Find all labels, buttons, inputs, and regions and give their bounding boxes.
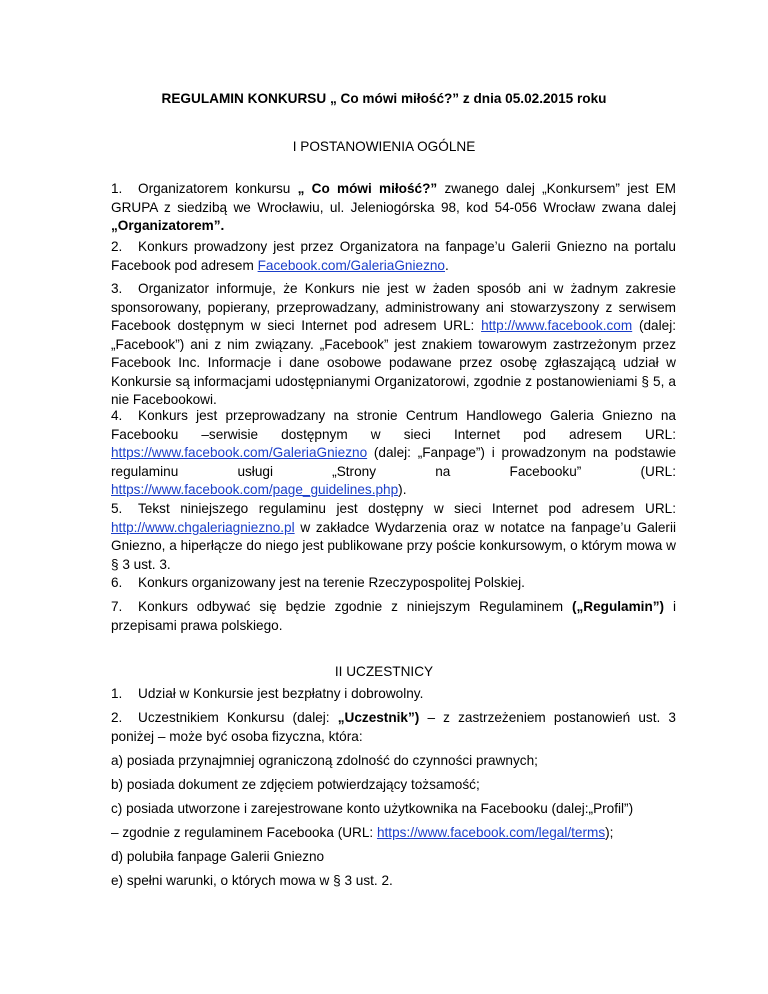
participants-paragraph-1: 1. Udział w Konkursie jest bezpłatny i dobrowolny. [111,685,676,704]
paragraph-number: 1. [111,686,123,701]
paragraph-4: 4. Konkurs jest przeprowadzany na stronie Centrum Handlowego Galeria Gniezno na Facebooku –serwisie dostępnym w sieci Internet pod adresem URL: https://www.facebook.com/GaleriaGniezno (dalej: „Fanpage”) i prowadzonym na podstawie regulaminu usługi „Strony na Facebooku” (URL: https://www.facebook.com/page_guidelines.php). [111,408,676,497]
list-item-b: b) posiada dokument ze zdjęciem potwierdzający tożsamość; [111,777,480,792]
facebook-galeria-link[interactable]: Facebook.com/GaleriaGniezno [257,257,445,273]
paragraph-number: 5. [111,501,123,516]
list-item-e: e) spełni warunki, o których mowa w § 3 ust. 2. [111,873,393,888]
paragraph-1: 1. Organizatorem konkursu „ Co mówi miłość?” zwanego dalej „Konkursem” jest EM GRUPA z siedzibą we Wrocławiu, ul. Jeleniogórska 98, kod 54-056 Wrocław zwana dalej „Organizatorem”. [111,181,676,233]
participants-paragraph-2: 2. Uczestnikiem Konkursu (dalej: „Uczestnik”) – z zastrzeżeniem postanowień ust. 3 poniżej – może być osoba fizyczna, która: [111,710,676,744]
paragraph-5: 5. Tekst niniejszego regulaminu jest dostępny w sieci Internet pod adresem URL: http://www.chgaleriagniezno.pl w zakładce Wydarzenia oraz w notatce na fanpage’u Galerii Gniezno, a hiperłącze do niego jest publikowane przy poście konkursowym, o którym mowa w § 3 ust. 3. [111,501,676,572]
list-item-a: a) posiada przynajmniej ograniczoną zdolność do czynności prawnych; [111,753,538,768]
section-heading-general: I POSTANOWIENIA OGÓLNE [292,139,476,154]
list-item-d: d) polubiła fanpage Galerii Gniezno [111,849,325,864]
paragraph-number: 3. [111,281,123,296]
paragraph-3: 3. Organizator informuje, że Konkurs nie jest w żaden sposób ani w żadnym zakresie sponsorowany, popierany, przeprowadzany, administrowany ani stowarzyszony z serwisem Facebook dostępnym w sieci Internet pod adresem URL: http://www.facebook.com (dalej: „Facebook”) ani z nim związany. „Facebook” jest znakiem towarowym zastrzeżonym przez Facebook Inc. Informacje i dane osobowe podawane przez osobę zgłaszającą udział w Konkursie są informacjami udostępnianymi Organizatorowi, zgodnie z postanowieniami § 5, a nie Facebookowi. [111,281,676,407]
paragraph-7: 7. Konkurs odbywać się będzie zgodnie z niniejszym Regulaminem („Regulamin”) i przepisami prawa polskiego. [111,599,677,633]
paragraph-6: 6. Konkurs organizowany jest na terenie Rzeczypospolitej Polskiej. [111,574,676,593]
paragraph-number: 7. [111,599,123,614]
paragraph-number: 2. [111,710,123,725]
paragraph-number: 6. [111,575,123,590]
section-heading-participants: II UCZESTNICY [334,664,434,679]
paragraph-number: 1. [111,181,123,196]
paragraph-number: 4. [111,408,123,423]
facebook-terms-link[interactable]: https://www.facebook.com/legal/terms [376,825,606,840]
document-title: REGULAMIN KONKURSU „ Co mówi miłość?” z dnia 05.02.2015 roku [161,91,607,106]
facebook-link[interactable]: http://www.facebook.com [481,318,633,333]
list-item-c: c) posiada utworzone i zarejestrowane konto użytkownika na Facebooku (dalej:„Profil”) [111,801,634,816]
fanpage-link[interactable]: https://www.facebook.com/GaleriaGniezno [111,445,368,460]
paragraph-2: 2. Konkurs prowadzony jest przez Organizatora na fanpage’u Galerii Gniezno na portalu Facebook pod adresem Facebook.com/GaleriaGniezno. [111,239,676,273]
chgaleria-link[interactable]: http://www.chgaleriagniezno.pl [111,519,295,535]
page-guidelines-link[interactable]: https://www.facebook.com/page_guidelines.php [111,482,399,497]
list-item-c-continued: – zgodnie z regulaminem Facebooka (URL: https://www.facebook.com/legal/terms); [111,825,614,840]
paragraph-number: 2. [111,239,123,254]
